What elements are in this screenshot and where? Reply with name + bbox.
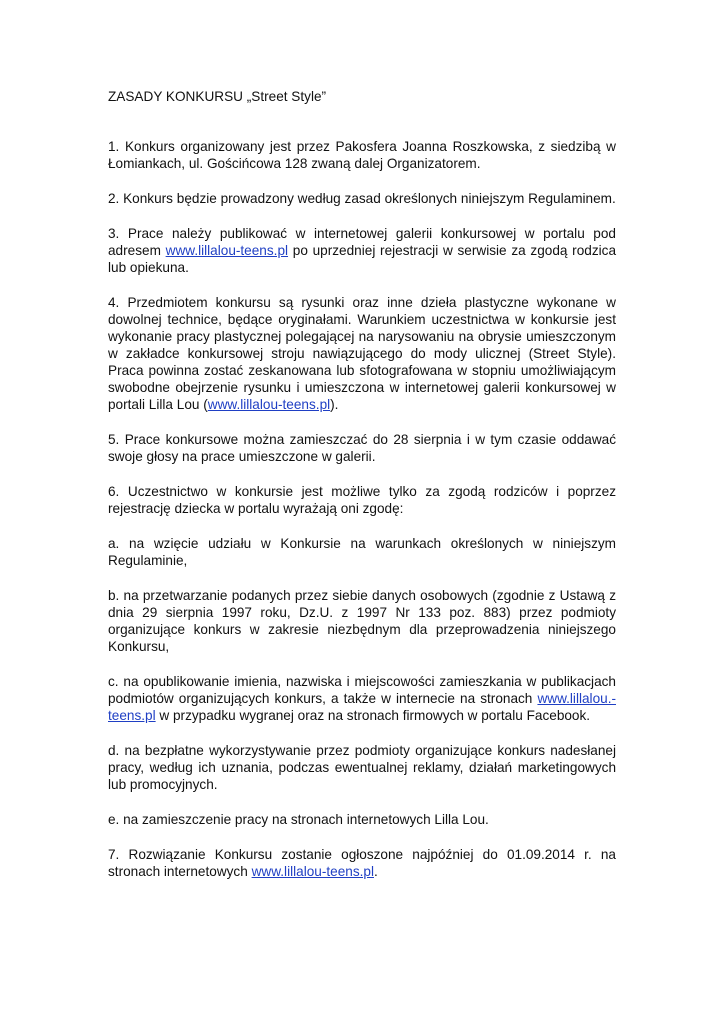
paragraph-b: b. na przetwarzanie podanych przez siebie danych osobowych (zgodnie z Ustawą z dnia 29 sierpnia 1997 roku, Dz.U. z 1997 Nr 133 poz. 883) przez podmioty organizujące konkurs w zakresie niezbędnym dla przeprowadzenia niniejszego Konkursu, — [108, 588, 616, 654]
paragraph-7-text-after: . — [373, 864, 378, 879]
paragraph-c-text-after: w przypadku wygranej oraz na stronach firmowych w portalu Facebook. — [155, 708, 591, 723]
lillalou-link[interactable]: www.lillalou.-teens.pl — [108, 691, 616, 723]
paragraph-6: 6. Uczestnictwo w konkursie jest możliwe tylko za zgodą rodziców i poprzez rejestrację dziecka w portalu wyrażają oni zgodę: — [108, 484, 616, 516]
lillalou-link[interactable]: www.lillalou-teens.pl — [207, 397, 331, 412]
paragraph-4-text-after: ). — [330, 397, 339, 412]
document-page — [108, 88, 616, 898]
document-title: ZASADY KONKURSU „Street Style” — [108, 89, 327, 104]
paragraph-4-text-before: 4. Przedmiotem konkursu są rysunki oraz inne dzieła plastyczne wykonane w dowolnej technice, będące oryginałami. Warunkiem uczestnictwa w konkursie jest wykonanie pracy plastycznej polegającej na narysowaniu na obrysie umieszczonym w zakładce konkursowej stroju nawiązującego do mody ulicznej (Street Style). Praca powinna zostać zeskanowana lub sfotografowana w stopniu umożliwiającym swobodne obejrzenie rysunku i umieszczona w internetowej galerii konkursowej w portali Lilla Lou ( — [108, 295, 616, 412]
paragraph-2: 2. Konkurs będzie prowadzony według zasad określonych niniejszym Regulaminem. — [108, 191, 616, 206]
paragraph-4 — [108, 294, 616, 413]
paragraph-3 — [108, 225, 616, 276]
paragraph-5: 5. Prace konkursowe można zamieszczać do 28 sierpnia i w tym czasie oddawać swoje głosy na prace umieszczone w galerii. — [108, 432, 616, 464]
paragraph-3-text-after: po uprzedniej rejestracji w serwisie za zgodą rodzica lub opiekuna. — [108, 243, 616, 275]
paragraph-7 — [108, 846, 616, 880]
lillalou-link[interactable]: www.lillalou-teens.pl — [165, 243, 289, 258]
paragraph-e: e. na zamieszczenie pracy na stronach internetowych Lilla Lou. — [108, 812, 489, 827]
paragraph-7-text-before: 7. Rozwiązanie Konkursu zostanie ogłoszone najpóźniej do 01.09.2014 r. na stronach internetowych — [108, 847, 616, 879]
paragraph-a: a. na wzięcie udziału w Konkursie na warunkach określonych w niniejszym Regulaminie, — [108, 536, 616, 568]
lillalou-link[interactable]: www.lillalou-teens.pl — [251, 864, 374, 879]
paragraph-c-text-before: c. na opublikowanie imienia, nazwiska i miejscowości zamieszkania w publikacjach podmiotów organizujących konkurs, a także w internecie na stronach — [108, 674, 616, 706]
paragraph-1: 1. Konkurs organizowany jest przez Pakosfera Joanna Roszkowska, z siedzibą w Łomiankach, ul. Gościńcowa 128 zwaną dalej Organizatorem. — [108, 139, 616, 171]
paragraph-3-text-before: 3. Prace należy publikować w internetowej galerii konkursowej w portalu pod adresem — [108, 226, 616, 258]
paragraph-d: d. na bezpłatne wykorzystywanie przez podmioty organizujące konkurs nadesłanej pracy, według ich uznania, podczas ewentualnej reklamy, działań marketingowych lub promocyjnych. — [108, 743, 616, 792]
paragraph-c — [108, 673, 616, 724]
